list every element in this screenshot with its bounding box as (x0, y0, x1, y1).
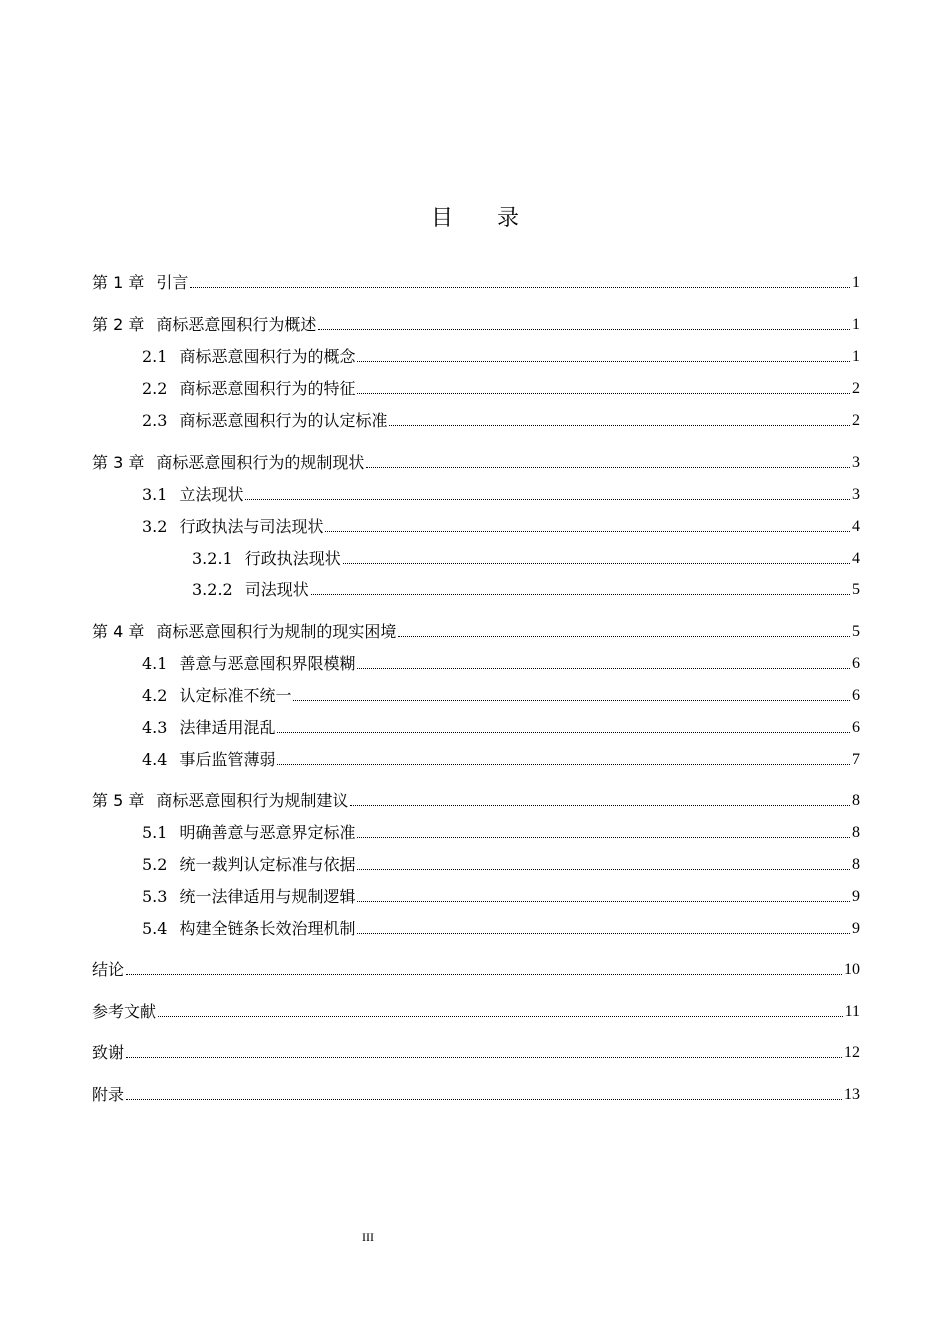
toc-dot-leader (357, 869, 850, 870)
toc-entry-number: 第 1 章 (92, 273, 145, 292)
toc-entry-title: 结论 (92, 960, 125, 979)
toc-entry-page: 4 (852, 550, 860, 567)
toc-dot-leader (158, 1016, 843, 1017)
toc-entry-references[interactable] (92, 999, 860, 1023)
toc-entry-page: 3 (852, 454, 860, 471)
toc-entry-number: 2.2 (142, 379, 168, 398)
toc-entry-section[interactable] (142, 683, 860, 707)
toc-entry-section[interactable] (142, 514, 860, 538)
toc-entry-number: 第 3 章 (92, 453, 145, 472)
toc-dot-leader (350, 805, 850, 806)
toc-entry-chapter[interactable] (92, 619, 860, 643)
toc-entry-page: 5 (852, 623, 860, 640)
toc-entry-title: 统一法律适用与规制逻辑 (179, 887, 356, 906)
toc-entry-title: 司法现状 (244, 580, 309, 599)
toc-dot-leader (357, 668, 850, 669)
toc-entry-section[interactable] (142, 852, 860, 876)
toc-entry-page: 9 (852, 920, 860, 937)
toc-entry-page: 9 (852, 888, 860, 905)
toc-dot-leader (357, 393, 850, 394)
toc-dot-leader (190, 287, 850, 288)
toc-entry-page: 1 (852, 274, 860, 291)
toc-entry-page: 6 (852, 719, 860, 736)
toc-entry-page: 5 (852, 581, 860, 598)
toc-entry-page: 13 (844, 1086, 860, 1103)
toc-entry-page: 8 (852, 856, 860, 873)
toc-entry-section[interactable] (142, 884, 860, 908)
toc-entry-title: 法律适用混乱 (179, 718, 276, 737)
toc-entry-section[interactable] (142, 482, 860, 506)
toc-entry-title: 行政执法与司法现状 (179, 517, 324, 536)
toc-dot-leader (126, 1057, 842, 1058)
toc-entry-number: 4.4 (142, 750, 168, 769)
toc-entry-section[interactable] (142, 715, 860, 739)
toc-entry-page: 1 (852, 316, 860, 333)
toc-entry-page: 10 (844, 961, 860, 978)
toc-entry-section[interactable] (142, 916, 860, 940)
toc-dot-leader (126, 974, 842, 975)
toc-entry-page: 3 (852, 486, 860, 503)
page-number: III (362, 1230, 374, 1244)
toc-entry-page: 7 (852, 751, 860, 768)
toc-entry-chapter[interactable] (92, 450, 860, 474)
toc-entry-page: 2 (852, 380, 860, 397)
toc-dot-leader (357, 901, 850, 902)
toc-dot-leader (357, 361, 850, 362)
toc-entry-title: 事后监管薄弱 (179, 750, 276, 769)
toc-entry-number: 2.3 (142, 411, 168, 430)
toc-entry-number: 3.2.1 (192, 549, 233, 568)
toc-entry-chapter[interactable] (92, 312, 860, 336)
toc-entry-number: 5.3 (142, 887, 168, 906)
toc-entry-number: 5.2 (142, 855, 168, 874)
toc-dot-leader (318, 329, 850, 330)
toc-entry-page: 4 (852, 518, 860, 535)
toc-entry-title: 商标恶意囤积行为规制建议 (156, 791, 349, 810)
toc-dot-leader (357, 837, 850, 838)
toc-entry-number: 第 2 章 (92, 315, 145, 334)
toc-entry-title: 构建全链条长效治理机制 (179, 919, 356, 938)
toc-entry-title: 商标恶意囤积行为的特征 (179, 379, 356, 398)
toc-entry-number: 2.1 (142, 347, 168, 366)
toc-entry-page: 1 (852, 348, 860, 365)
toc-entry-page: 2 (852, 412, 860, 429)
toc-dot-leader (343, 563, 850, 564)
toc-entry-title: 商标恶意囤积行为概述 (156, 315, 317, 334)
toc-entry-title: 商标恶意囤积行为的认定标准 (179, 411, 388, 430)
toc-entry-chapter[interactable] (92, 270, 860, 294)
toc-entry-page: 6 (852, 687, 860, 704)
toc-entry-number: 第 4 章 (92, 622, 145, 641)
toc-dot-leader (277, 732, 850, 733)
toc-dot-leader (398, 636, 850, 637)
toc-entry-title: 商标恶意囤积行为的规制现状 (156, 453, 365, 472)
toc-dot-leader (389, 425, 850, 426)
toc-entry-section[interactable] (142, 820, 860, 844)
toc-dot-leader (357, 933, 850, 934)
toc-entry-title: 认定标准不统一 (179, 686, 292, 705)
toc-entry-title: 商标恶意囤积行为规制的现实困境 (156, 622, 397, 641)
toc-dot-leader (311, 594, 850, 595)
toc-entry-title: 统一裁判认定标准与依据 (179, 855, 356, 874)
toc-entry-section[interactable] (142, 747, 860, 771)
toc-entry-title: 立法现状 (179, 485, 244, 504)
toc-title: 目录 (430, 206, 563, 231)
toc-entry-section[interactable] (142, 344, 860, 368)
toc-entry-number: 4.3 (142, 718, 168, 737)
toc-entry-title: 明确善意与恶意界定标准 (179, 823, 356, 842)
toc-entry-page: 11 (844, 1003, 860, 1020)
toc-entry-number: 5.1 (142, 823, 168, 842)
toc-entry-number: 3.2.2 (192, 580, 233, 599)
toc-entry-page: 8 (852, 792, 860, 809)
toc-entry-page: 8 (852, 824, 860, 841)
toc-entry-subsection[interactable] (192, 577, 860, 601)
toc-entry-acknowledgements[interactable] (92, 1040, 860, 1064)
toc-dot-leader (245, 499, 850, 500)
toc-entry-section[interactable] (142, 408, 860, 432)
toc-dot-leader (366, 467, 850, 468)
toc-entry-conclusion[interactable] (92, 957, 860, 981)
toc-entry-number: 5.4 (142, 919, 168, 938)
toc-entry-number: 4.1 (142, 654, 168, 673)
toc-entry-number: 3.1 (142, 485, 168, 504)
toc-entry-number: 3.2 (142, 517, 168, 536)
toc-entry-chapter[interactable] (92, 788, 860, 812)
toc-dot-leader (277, 764, 850, 765)
toc-dot-leader (126, 1099, 842, 1100)
toc-entry-number: 4.2 (142, 686, 168, 705)
toc-entry-title: 附录 (92, 1085, 125, 1104)
toc-dot-leader (325, 531, 850, 532)
toc-entry-title: 行政执法现状 (244, 549, 341, 568)
toc-entry-page: 6 (852, 655, 860, 672)
toc-entry-title: 善意与恶意囤积界限模糊 (179, 654, 356, 673)
toc-entry-subsection[interactable] (192, 546, 860, 570)
toc-entry-title: 商标恶意囤积行为的概念 (179, 347, 356, 366)
toc-entry-title: 引言 (156, 273, 189, 292)
toc-entry-title: 参考文献 (92, 1002, 157, 1021)
toc-entry-appendix[interactable] (92, 1082, 860, 1106)
toc-entry-section[interactable] (142, 376, 860, 400)
toc-dot-leader (293, 700, 850, 701)
toc-entry-title: 致谢 (92, 1043, 125, 1062)
toc-entry-section[interactable] (142, 651, 860, 675)
toc-entry-page: 12 (844, 1044, 860, 1061)
toc-entry-number: 第 5 章 (92, 791, 145, 810)
